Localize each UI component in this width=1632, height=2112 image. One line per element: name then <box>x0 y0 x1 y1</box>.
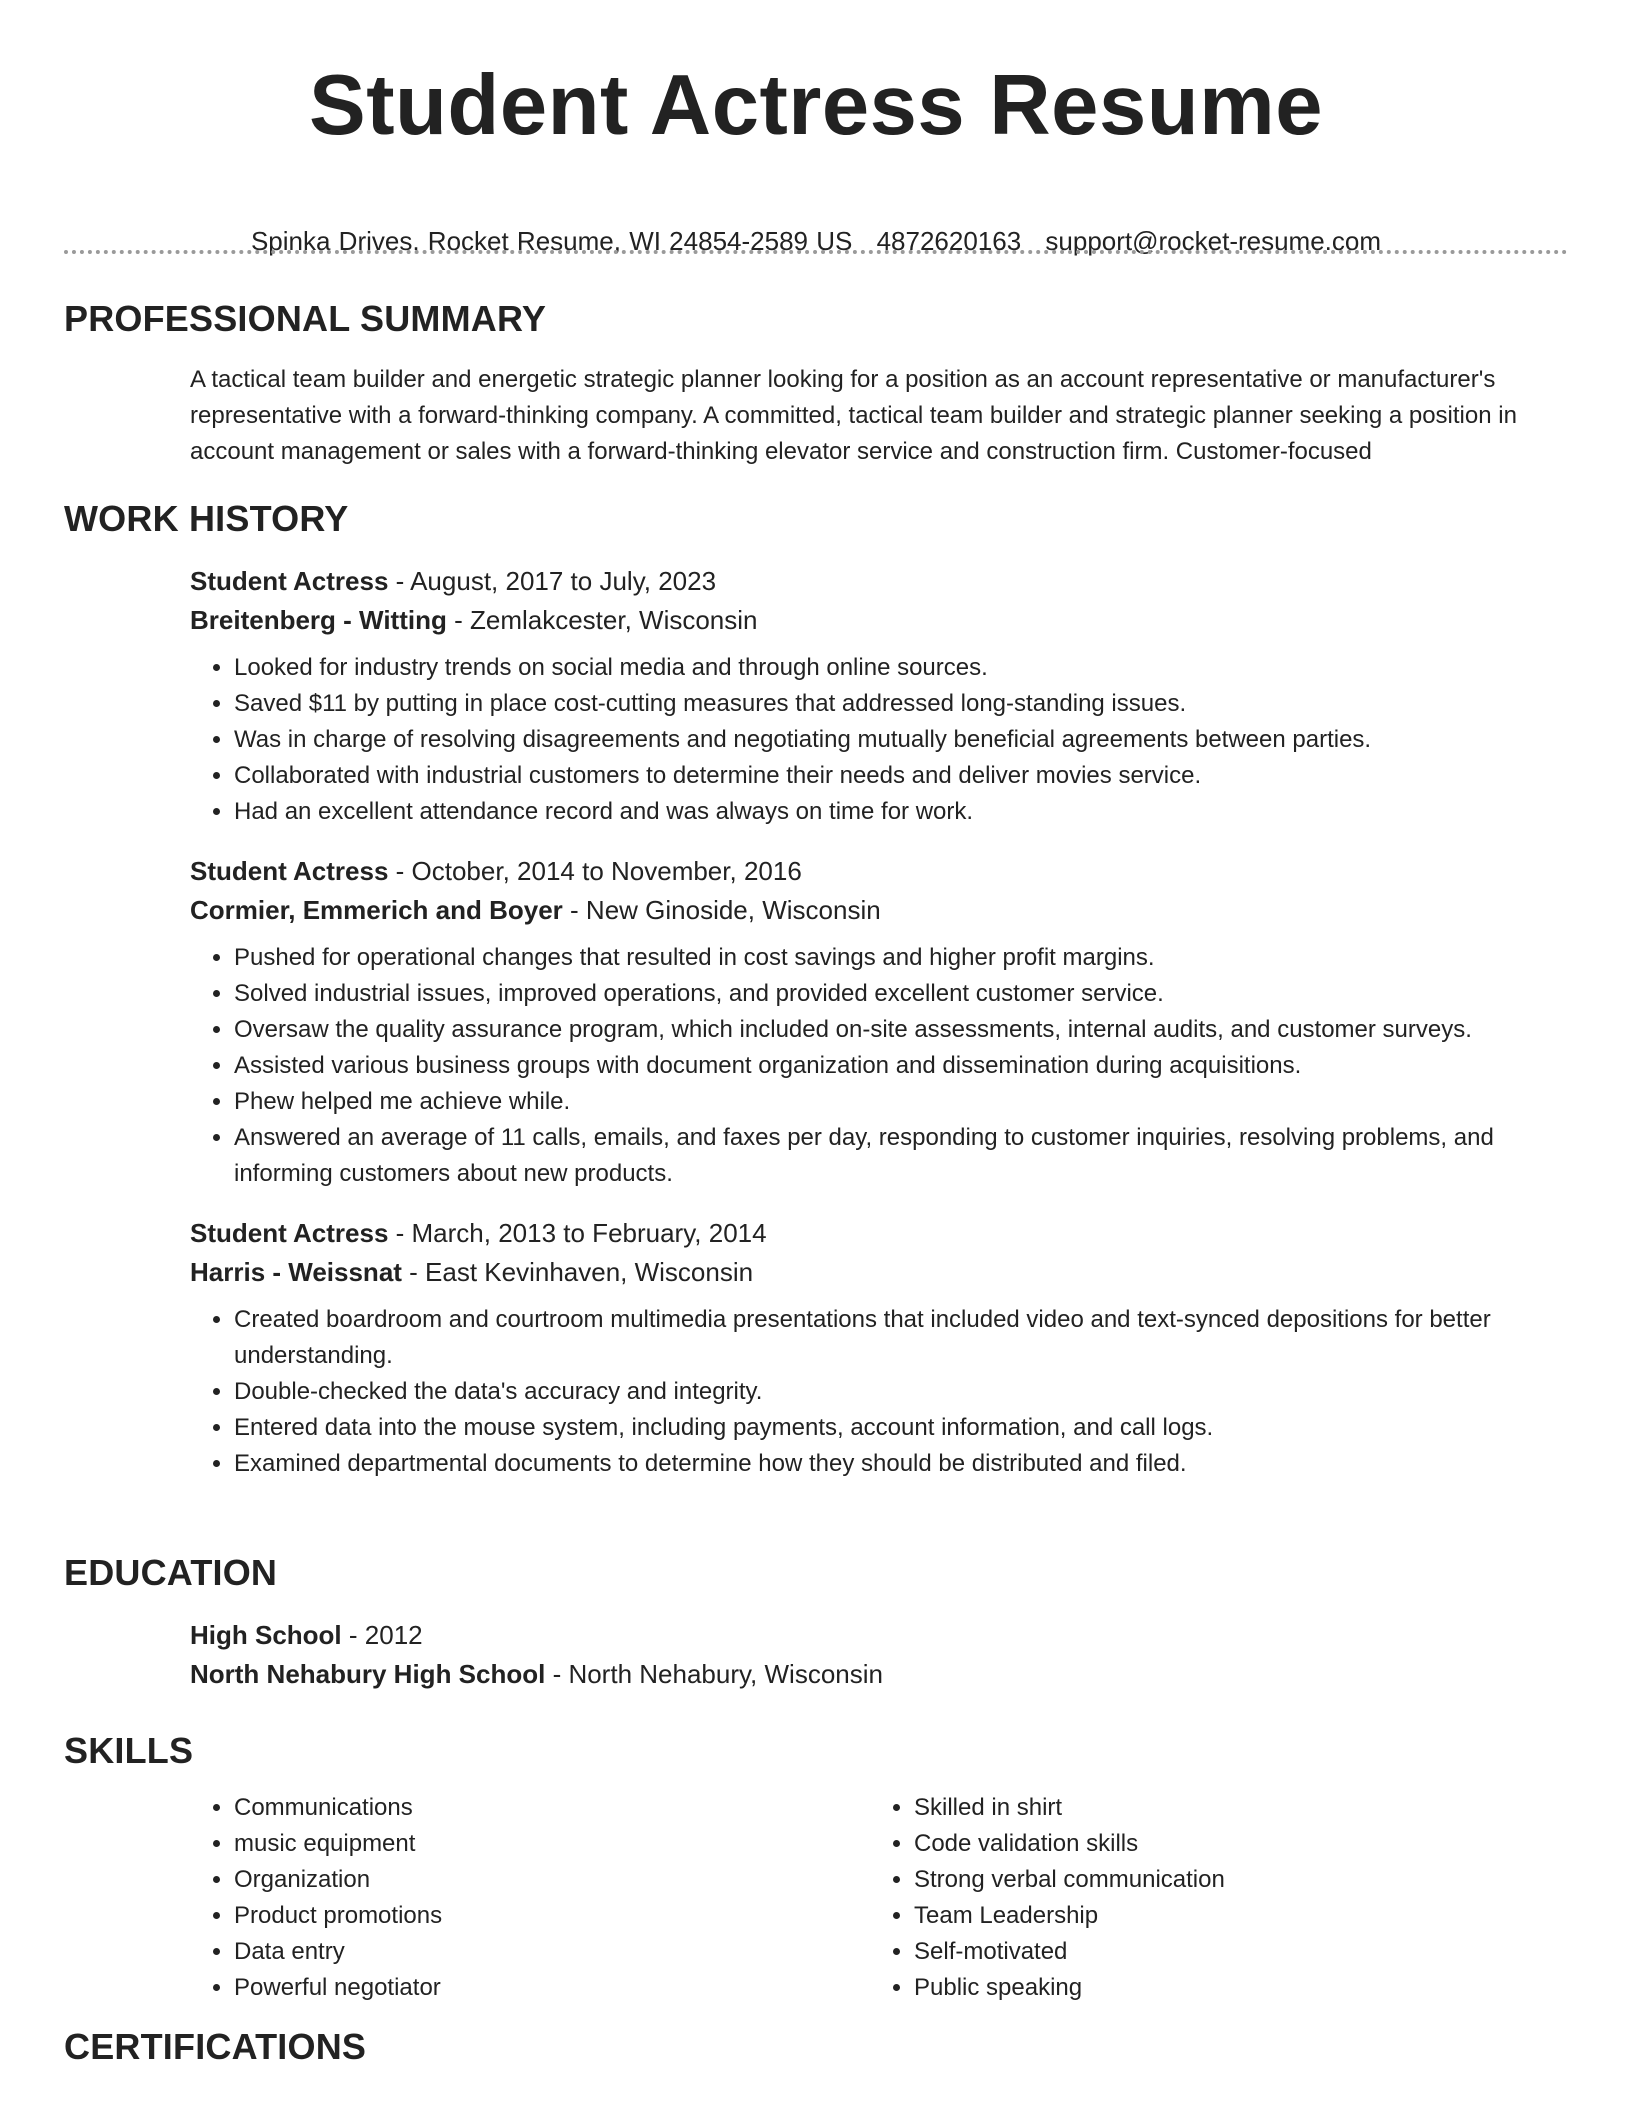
education-content <box>190 1616 1568 1694</box>
job-bullet: • Answered an average of 11 calls, emails, and faxes per day, responding to customer inquiries, resolving problems, and informing customers about new products. <box>234 1120 1568 1192</box>
job-role-line <box>190 852 1568 891</box>
job-dates: - March, 2013 to February, 2014 <box>388 1218 767 1248</box>
certifications-title: CERTIFICATIONS <box>64 2026 367 2067</box>
job-role: Student Actress <box>190 856 389 886</box>
contact-email: support@rocket-resume.com <box>1045 226 1382 256</box>
skill-item: • Strong verbal communication <box>914 1862 1550 1898</box>
contact-phone: 4872620163 <box>876 226 1022 256</box>
skill-item: • Product promotions <box>234 1898 870 1934</box>
skills-column-left <box>190 1790 870 2006</box>
job-bullet: • Examined departmental documents to determine how they should be distributed and filed. <box>234 1446 1568 1482</box>
skills-section <box>64 1730 1568 2006</box>
work-section <box>64 498 1568 1504</box>
education-degree: High School <box>190 1620 342 1650</box>
job-bullet: • Pushed for operational changes that resulted in cost savings and higher profit margins. <box>234 940 1568 976</box>
job-role-line <box>190 1214 1568 1253</box>
skill-item: • music equipment <box>234 1826 870 1862</box>
certifications-section <box>64 2026 1568 2068</box>
education-location: - North Nehabury, Wisconsin <box>545 1659 883 1689</box>
skill-item: • Data entry <box>234 1934 870 1970</box>
skill-item: • Skilled in shirt <box>914 1790 1550 1826</box>
skill-item: • Team Leadership <box>914 1898 1550 1934</box>
job-bullet: • Phew helped me achieve while. <box>234 1084 1568 1120</box>
job-role: Student Actress <box>190 1218 389 1248</box>
job-location: - Zemlakcester, Wisconsin <box>446 605 758 635</box>
job-bullet: • Looked for industry trends on social media and through online sources. <box>234 650 1568 686</box>
job-bullet: • Saved $11 by putting in place cost-cutting measures that addressed long-standing issues. <box>234 686 1568 722</box>
skills-list <box>870 1790 1550 2006</box>
education-year: - 2012 <box>341 1620 423 1650</box>
job-company-line <box>190 891 1568 930</box>
job-dates: - October, 2014 to November, 2016 <box>388 856 802 886</box>
summary-text: A tactical team builder and energetic strategic planner looking for a position as an account representative or manufacturer's representative with a forward-thinking company. A committed, tactical team builder and strategic planner seeking a position in account management or sales with a forward-thinking elevator service and construction firm. Customer-focused <box>190 366 1517 465</box>
job-entry <box>190 1214 1568 1482</box>
resume-title: Student Actress Resume <box>309 58 1323 153</box>
job-bullet: • Solved industrial issues, improved operations, and provided excellent customer service. <box>234 976 1568 1012</box>
skills-title: SKILLS <box>64 1730 194 1771</box>
skills-list <box>190 1790 870 2006</box>
skill-item: • Powerful negotiator <box>234 1970 870 2006</box>
skills-content <box>190 1790 1568 2006</box>
education-school-line <box>190 1655 1568 1694</box>
work-content <box>190 562 1568 1482</box>
skill-item: • Code validation skills <box>914 1826 1550 1862</box>
job-entry <box>190 852 1568 1192</box>
job-bullet: • Collaborated with industrial customers to determine their needs and deliver movies service. <box>234 758 1568 794</box>
job-bullet: • Assisted various business groups with document organization and dissemination during acquisitions. <box>234 1048 1568 1084</box>
education-section <box>64 1552 1568 1694</box>
job-company: Harris - Weissnat <box>190 1257 402 1287</box>
job-location: - New Ginoside, Wisconsin <box>562 895 881 925</box>
job-role: Student Actress <box>190 566 389 596</box>
skills-column-right <box>870 1790 1550 2006</box>
skill-item: • Communications <box>234 1790 870 1826</box>
job-bullets <box>190 1302 1568 1482</box>
summary-content <box>190 362 1568 470</box>
job-dates: - August, 2017 to July, 2023 <box>388 566 717 596</box>
job-role-line <box>190 562 1568 601</box>
job-bullet: • Double-checked the data's accuracy and integrity. <box>234 1374 1568 1410</box>
job-bullet: • Had an excellent attendance record and was always on time for work. <box>234 794 1568 830</box>
summary-section <box>64 298 1568 470</box>
skill-item: • Self-motivated <box>914 1934 1550 1970</box>
job-company-line <box>190 1253 1568 1292</box>
skill-item: • Organization <box>234 1862 870 1898</box>
job-company: Cormier, Emmerich and Boyer <box>190 895 563 925</box>
job-bullet: • Entered data into the mouse system, including payments, account information, and call logs. <box>234 1410 1568 1446</box>
job-bullet: • Created boardroom and courtroom multimedia presentations that included video and text-synced depositions for better understanding. <box>234 1302 1568 1374</box>
contact-address: Spinka Drives, Rocket Resume, WI 24854-2589 US <box>250 226 853 256</box>
job-bullets <box>190 940 1568 1192</box>
resume-header <box>0 0 1632 257</box>
education-degree-line <box>190 1616 1568 1655</box>
job-bullet: • Was in charge of resolving disagreements and negotiating mutually beneficial agreements between parties. <box>234 722 1568 758</box>
education-title: EDUCATION <box>64 1552 278 1593</box>
job-company-line <box>190 601 1568 640</box>
summary-title: PROFESSIONAL SUMMARY <box>64 298 547 339</box>
job-entry <box>190 562 1568 830</box>
job-bullets <box>190 650 1568 830</box>
job-company: Breitenberg - Witting <box>190 605 447 635</box>
header-divider <box>64 250 1568 254</box>
job-bullet: • Oversaw the quality assurance program, which included on-site assessments, internal audits, and customer surveys. <box>234 1012 1568 1048</box>
skill-item: • Public speaking <box>914 1970 1550 2006</box>
job-location: - East Kevinhaven, Wisconsin <box>401 1257 754 1287</box>
work-title: WORK HISTORY <box>64 498 349 539</box>
education-school: North Nehabury High School <box>190 1659 546 1689</box>
